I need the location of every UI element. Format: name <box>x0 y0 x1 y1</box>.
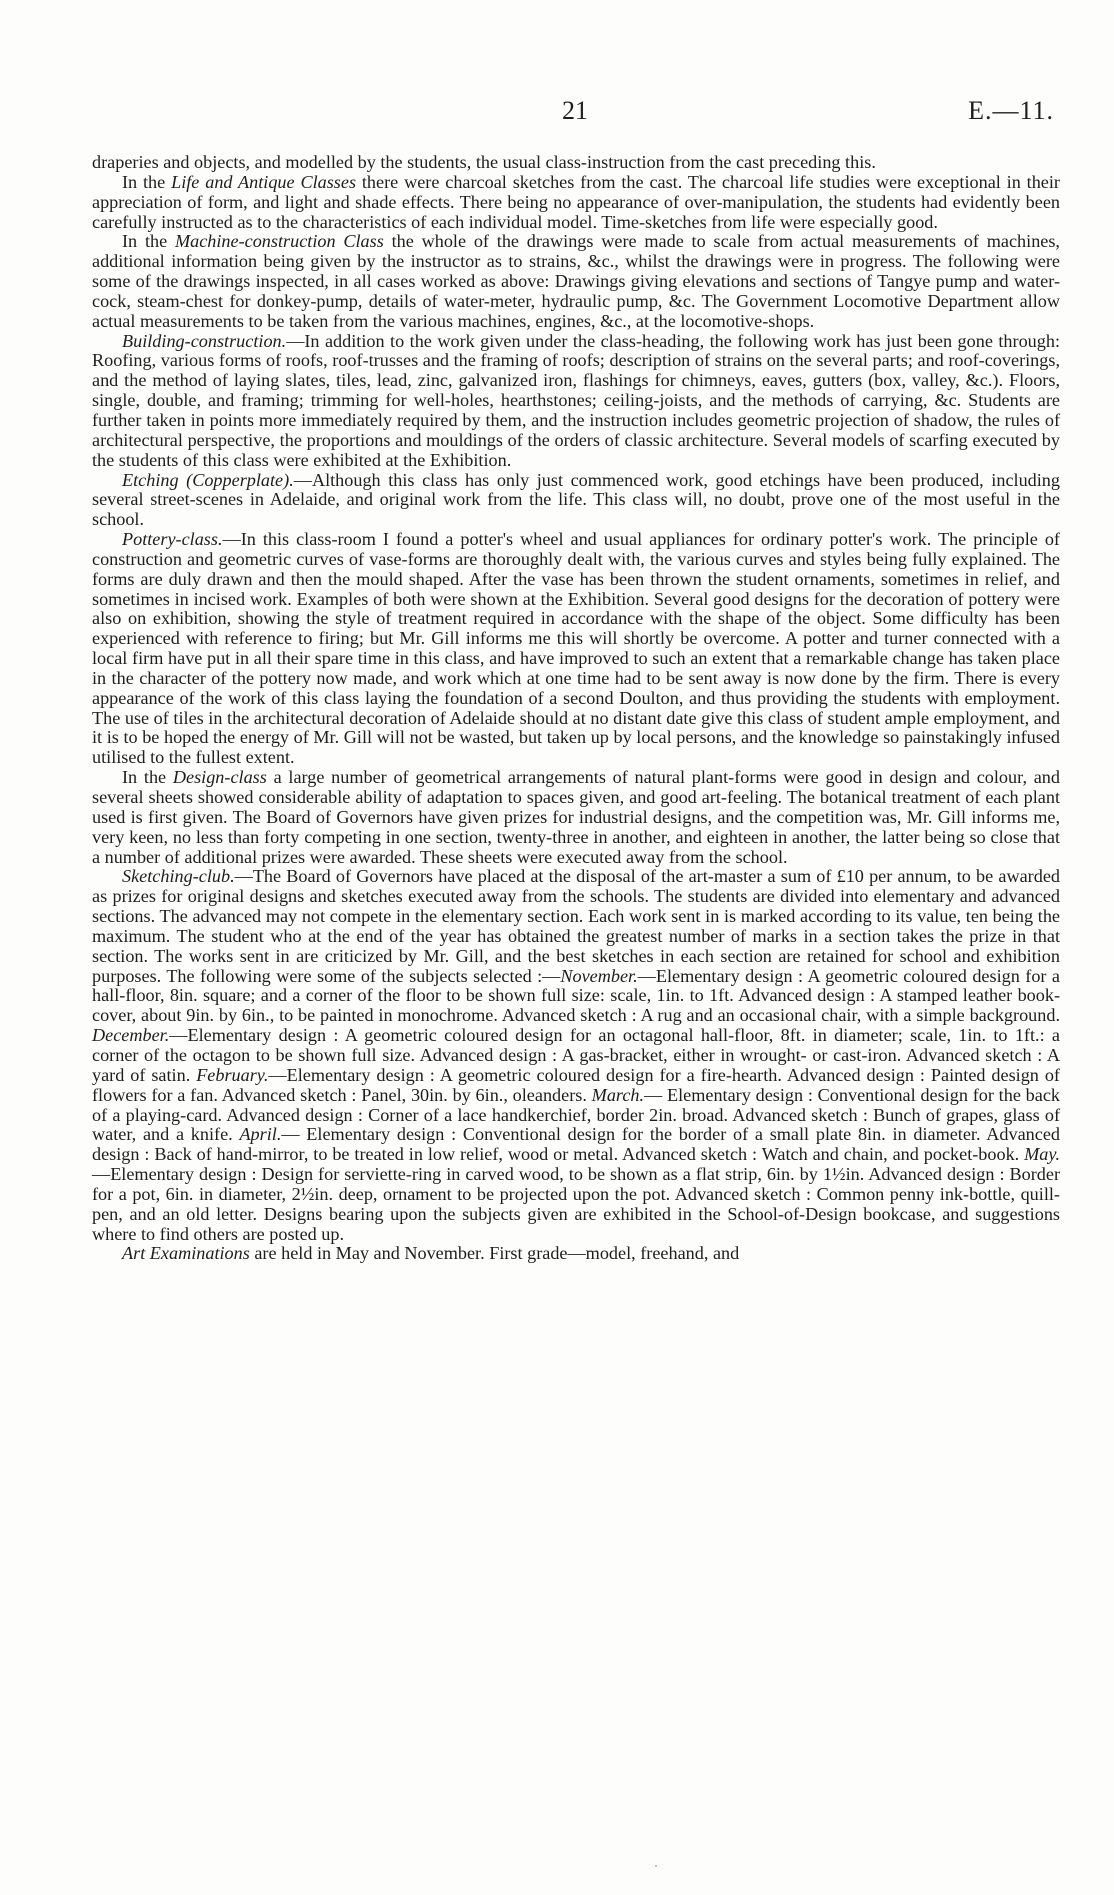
text-run: —Elementary design : A geometric coloured design for an octagonal hall-floor, 8ft. in diameter; scale, 1in. to 1ft.: a corner of the octagon to be shown full size. Advanced design : A gas-bracket, either in wrought- or cast-iron. Advanced sketch : A yard of satin. <box>92 1025 1060 1085</box>
paragraph <box>92 173 1060 233</box>
text-run: —Although this class has only just commenced work, good etchings have been produced, including several street-scenes in Adelaide, and original work from the life. This class will, no doubt, prove one of the most useful in the school. <box>92 469 1060 530</box>
text-run: there were charcoal sketches from the cast. The charcoal life studies were exceptional in their appreciation of form, and light and shade effects. There being no appearance of over-manipulation, the students had evidently been carefully instructed as to the characteristics of each individual model. Time-sketches from life were especially good. <box>92 171 1060 232</box>
text-run: —The Board of Governors have placed at the disposal of the art-master a sum of £10 per annum, to be awarded as prizes for original designs and sketches executed away from the schools. The students are divided into elementary and advanced sections. The advanced may not compete in the elementary section. Each work sent in is marked according to its value, ten being the maximum. The student who at the end of the year has obtained the greatest number of marks in a section takes the prize in that section. The works sent in are criticized by Mr. Gill, and the best sketches in each section are retained for school and exhibition purposes. The following were some of the subjects selected :— <box>92 866 1060 986</box>
text-run: In the <box>122 231 175 252</box>
paragraph <box>92 232 1060 331</box>
paragraph <box>92 153 1060 173</box>
italic-run: April. <box>239 1124 282 1145</box>
italic-run: March. <box>591 1084 645 1105</box>
italic-run: Building-construction. <box>122 330 287 351</box>
text-run: a large number of geometrical arrangements of natural plant-forms were good in design and colour, and several sheets showed considerable ability of adaptation to spaces given, and good art-feeling. The botanical treatment of each plant used is first given. The Board of Governors have given prizes for industrial designs, and the competition was, Mr. Gill informs me, very keen, no less than forty competing in one section, twenty-three in another, and eighteen in another, the latter being so close that a number of additional prizes were awarded. These sheets were executed away from the school. <box>92 767 1060 867</box>
text-run: draperies and objects, and modelled by the students, the usual class-instruction from the cast preceding this. <box>92 152 876 172</box>
text-run: —Elementary design : A geometric coloured design for a hall-floor, 8in. square; and a corner of the floor to be shown full size: scale, 1in. to 1ft. Advanced design : A stamped leather book-cover, about 9in. by 6in., to be painted in monochrome. Advanced sketch : A rug and an occasional chair, with a simple background. <box>92 965 1060 1026</box>
text-run: — Elementary design : Conventional design for the border of a small plate 8in. in diameter. Advanced design : Back of hand-mirror, to be treated in low relief, wood or metal. Advanced sketch : Watch and chain, and pocket-book. <box>92 1124 1060 1165</box>
italic-run: Art Examinations <box>122 1243 250 1264</box>
paragraph <box>92 530 1060 768</box>
paragraph <box>92 332 1060 471</box>
document-reference: E.—11. <box>968 96 1054 125</box>
italic-run: Life and Antique Classes <box>171 171 357 192</box>
italic-run: Etching (Copperplate). <box>122 469 294 490</box>
paragraph <box>92 768 1060 867</box>
text-run: In the <box>122 767 173 788</box>
italic-run: November. <box>560 965 638 986</box>
italic-run: December. <box>92 1025 170 1046</box>
italic-run: Pottery-class. <box>122 529 223 550</box>
italic-run: May. <box>1024 1144 1060 1165</box>
page-number: 21 <box>562 96 588 125</box>
paragraph <box>92 471 1060 531</box>
print-speck <box>655 1865 657 1867</box>
text-run: are held in May and November. First grade—model, freehand, and <box>249 1243 740 1264</box>
text-run: —In this class-room I found a potter's wheel and usual appliances for ordinary potter's work. The principle of construction and geometric curves of vase-forms are thoroughly dealt with, the various curves and styles being fully explained. The forms are duly drawn and then the mould shaped. After the vase has been thrown the student ornaments, sometimes in relief, and sometimes in incised work. Examples of both were shown at the Exhibition. Several good designs for the decoration of pottery were also on exhibition, showing the style of treatment required in accordance with the shape of the object. Some difficulty has been experienced with reference to firing; but Mr. Gill informs me this will shortly be overcome. A potter and turner connected with a local firm have put in all their spare time in this class, and have improved to such an extent that a remarkable change has taken place in the character of the pottery now made, and work which at one time had to be sent away is now done by the firm. There is every appearance of the work of this class laying the foundation of a second Doulton, and thus providing the students with employment. The use of tiles in the architectural decoration of Adelaide should at no distant date give this class of student ample employment, and it is to be hoped the energy of Mr. Gill will not be wasted, but taken up by local persons, and the knowledge so painstakingly infused utilised to the fullest extent. <box>92 529 1060 768</box>
body-text <box>92 153 1060 1264</box>
text-run: —Elementary design : A geometric coloured design for a fire-hearth. Advanced design : Painted design of flowers for a fan. Advanced sketch : Panel, 30in. by 6in., oleanders. <box>92 1064 1060 1105</box>
text-run: — Elementary design : Conventional design for the back of a playing-card. Advanced design : Corner of a lace handkerchief, border 2in. broad. Advanced sketch : Bunch of grapes, glass of water, and a knife. <box>92 1084 1060 1145</box>
italic-run: February. <box>196 1064 269 1085</box>
page-header <box>92 96 1054 130</box>
paragraph <box>92 867 1060 1244</box>
text-run: In the <box>122 171 172 192</box>
italic-run: Machine-construction Class <box>174 231 384 252</box>
text-run: the whole of the drawings were made to scale from actual measurements of machines, additional information being given by the instructor as to strains, &c., whilst the drawings were in progress. The following were some of the drawings inspected, in all cases worked as above: Drawings giving elevations and sections of Tangye pump and water-cock, steam-chest for donkey-pump, details of water-meter, hydraulic pump, &c. The Government Locomotive Department allow actual measurements to be taken from the various machines, engines, &c., at the locomotive-shops. <box>92 231 1060 331</box>
text-run: —Elementary design : Design for serviette-ring in carved wood, to be shown as a flat strip, 6in. by 1½in. Advanced design : Border for a pot, 6in. in diameter, 2½in. deep, ornament to be projected upon the pot. Advanced sketch : Common penny ink-bottle, quill-pen, and an old letter. Designs bearing upon the subjects given are exhibited in the School-of-Design bookcase, and suggestions where to find others are posted up. <box>92 1164 1060 1244</box>
italic-run: Sketching-club. <box>122 866 235 887</box>
italic-run: Design-class <box>172 767 267 788</box>
paragraph <box>92 1244 1060 1264</box>
text-run: —In addition to the work given under the class-heading, the following work has just been gone through: Roofing, various forms of roofs, roof-trusses and the framing of roofs; description of strains on the several parts; and roof-coverings, and the method of laying slates, tiles, lead, zinc, galvanized iron, flashings for chimneys, eaves, gutters (box, valley, &c.). Floors, single, double, and framing; trimming for well-holes, hearthstones; ceiling-joists, and the methods of carrying, &c. Students are further taken in points more immediately required by them, and the instruction includes geometric projection of shadow, the rules of architectural perspective, the proportions and mouldings of the orders of classic architecture. Several models of scarfing executed by the students of this class were exhibited at the Exhibition. <box>92 330 1060 470</box>
